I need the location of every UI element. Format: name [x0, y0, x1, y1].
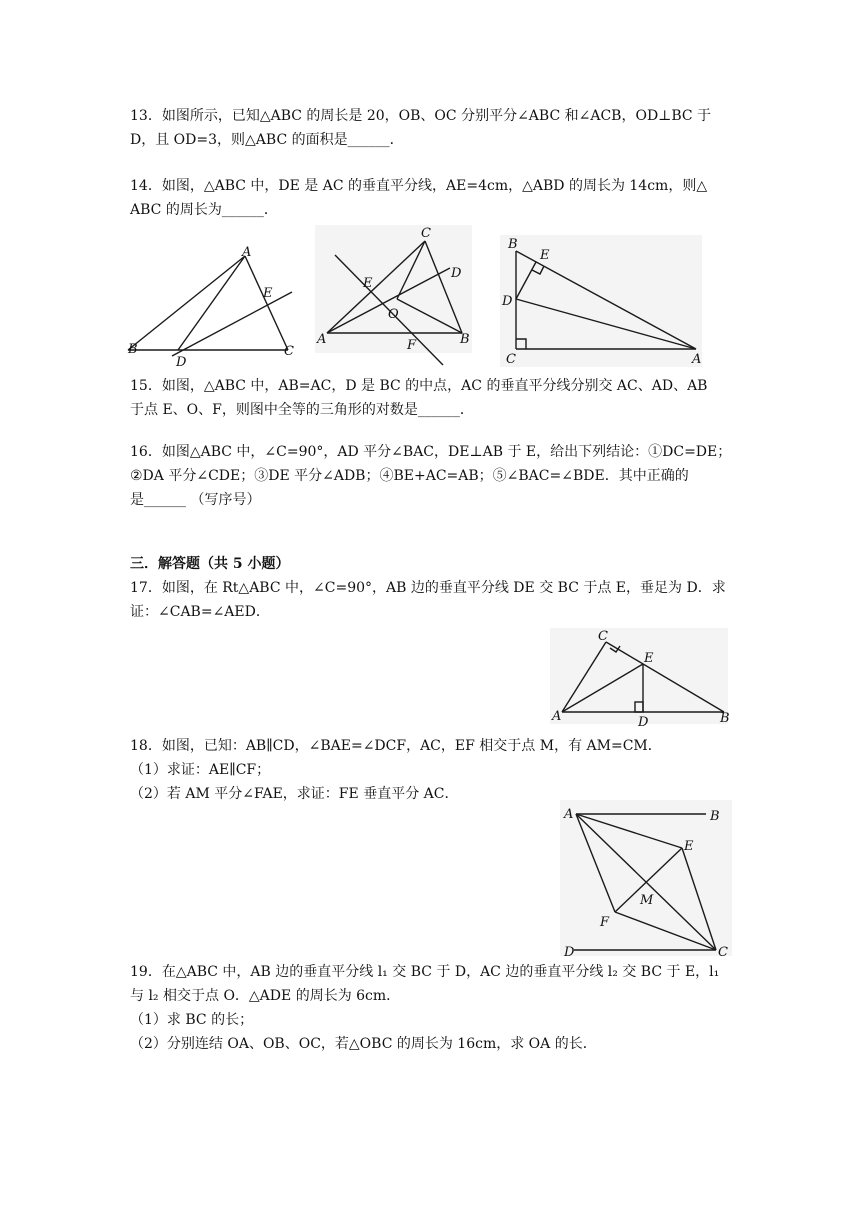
- figure-q17-right-triangle: [550, 628, 730, 728]
- fig17-label-b: B: [720, 711, 730, 726]
- fig17-label-d: D: [638, 715, 649, 730]
- fig16-label-e: E: [540, 248, 550, 263]
- fig15-label-b: B: [460, 332, 470, 347]
- fig15-label-f: F: [407, 338, 417, 353]
- question-14-line-2: ABC 的周长为______．: [130, 202, 278, 218]
- fig14-label-b: B: [128, 342, 138, 357]
- fig15-label-o: O: [388, 307, 399, 322]
- fig16-label-d: D: [502, 294, 513, 309]
- fig18-label-b: B: [710, 809, 720, 824]
- fig17-label-a: A: [552, 709, 562, 724]
- question-13: [130, 104, 730, 152]
- question-16-line-2: ②DA 平分∠CDE；③DE 平分∠ADB；④BE+AC=AB；⑤∠BAC=∠BDE．其中正确的: [130, 468, 689, 484]
- question-14: [130, 174, 730, 222]
- figure-q15-triangle: [315, 225, 475, 360]
- question-19-line-1: 19．在△ABC 中，AB 边的垂直平分线 l₁ 交 BC 于 D，AC 边的垂直平分线 l₂ 交 BC 于 E，l₁: [130, 964, 720, 980]
- question-19-line-4: （2）分别连结 OA、OB、OC，若△OBC 的周长为 16cm，求 OA 的长．: [130, 1036, 597, 1052]
- question-18-line-1: 18．如图，已知：AB∥CD，∠BAE=∠DCF，AC，EF 相交于点 M，有 AM=CM．: [130, 738, 662, 754]
- question-15: [130, 374, 730, 422]
- fig15-label-d: D: [451, 266, 462, 281]
- fig14-label-d: D: [176, 355, 187, 370]
- figure-q18-parallel-lines: [560, 800, 735, 960]
- question-16-line-1: 16．如图△ABC 中，∠C=90°，AD 平分∠BAC，DE⊥AB 于 E，给出下列结论：①DC=DE；: [130, 444, 732, 460]
- question-16-line-3: 是______ （写序号）: [130, 492, 261, 508]
- fig18-label-c: C: [718, 945, 728, 960]
- question-16: [130, 440, 730, 512]
- fig14-label-a: A: [242, 245, 252, 260]
- figure-q16-right-triangle: [500, 235, 705, 370]
- question-19-line-2: 与 l₂ 相交于点 O．△ADE 的周长为 6cm．: [130, 988, 401, 1004]
- fig16-label-c: C: [506, 352, 516, 367]
- fig14-label-e: E: [263, 286, 273, 301]
- question-18-line-2: （1）求证：AE∥CF；: [130, 762, 271, 778]
- fig18-label-a: A: [564, 807, 574, 822]
- question-18-line-3: （2）若 AM 平分∠FAE，求证：FE 垂直平分 AC．: [130, 786, 459, 802]
- fig18-label-e: E: [684, 839, 694, 854]
- question-19: [130, 960, 730, 1056]
- section-heading-answers: 三．解答题（共 5 小题）: [130, 556, 290, 572]
- fig16-label-b: B: [508, 237, 518, 252]
- question-13-line-2: D，且 OD=3，则△ABC 的面积是______．: [130, 132, 404, 148]
- fig14-label-c: C: [284, 344, 294, 359]
- fig17-label-c: C: [598, 629, 608, 644]
- question-14-line-1: 14．如图，△ABC 中，DE 是 AC 的垂直平分线，AE=4cm，△ABD 的周长为 14cm，则△: [130, 178, 708, 194]
- fig18-label-m: M: [640, 893, 654, 908]
- question-17-line-1: 17．如图，在 Rt△ABC 中，∠C=90°，AB 边的垂直平分线 DE 交 BC 于点 E，垂足为 D．求: [130, 580, 726, 596]
- figure-q14-triangle: [120, 240, 310, 370]
- question-13-line-1: 13．如图所示，已知△ABC 的周长是 20，OB、OC 分别平分∠ABC 和∠ACB，OD⊥BC 于: [130, 108, 712, 124]
- question-18: [130, 734, 730, 806]
- fig17-label-e: E: [644, 651, 654, 666]
- question-15-line-2: 于点 E、O、F，则图中全等的三角形的对数是______．: [130, 402, 474, 418]
- question-17-line-2: 证：∠CAB=∠AED．: [130, 604, 270, 620]
- fig15-label-a: A: [317, 332, 327, 347]
- fig15-label-c: C: [421, 226, 431, 241]
- question-17: [130, 576, 730, 624]
- fig18-label-d: D: [564, 945, 575, 960]
- fig15-label-e: E: [363, 276, 373, 291]
- fig18-label-f: F: [600, 915, 610, 930]
- question-15-line-1: 15．如图，△ABC 中，AB=AC，D 是 BC 的中点，AC 的垂直平分线分别交 AC、AD、AB: [130, 378, 708, 394]
- question-19-line-3: （1）求 BC 的长；: [130, 1012, 254, 1028]
- fig16-label-a: A: [692, 352, 702, 367]
